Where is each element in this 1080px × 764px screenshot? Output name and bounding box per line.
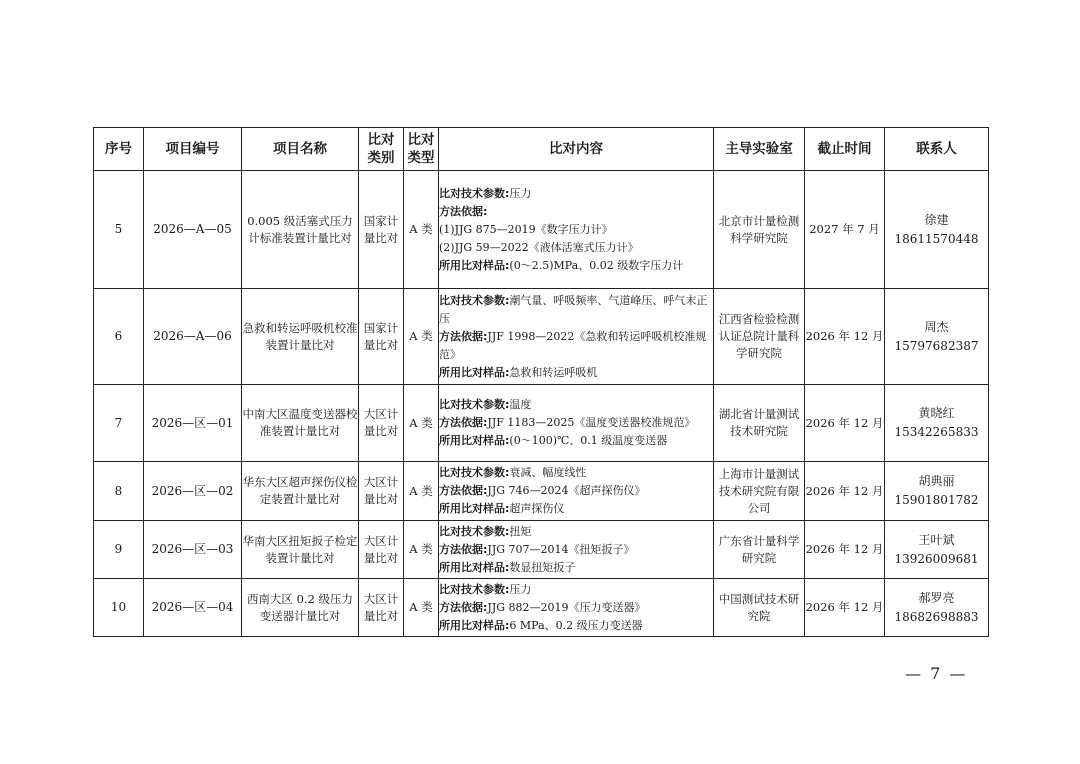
row-name: 急救和转运呼吸机校准装置计量比对 [242,289,359,385]
row-deadline: 2026 年 12 月 [805,579,885,637]
row-type: A 类 [404,462,439,521]
row-type: A 类 [404,521,439,579]
params-label: 比对技术参数: [439,466,510,479]
table-row [94,462,989,521]
row-content [439,289,714,385]
contact-name: 王叶斌 [918,532,955,547]
row-index: 5 [94,171,144,289]
row-category: 大区计量比对 [359,579,404,637]
params-value: 压力 [509,186,532,200]
contact-phone: 18682698883 [894,609,979,624]
contact-name: 郝罗亮 [918,590,955,605]
params-label: 比对技术参数: [439,293,510,307]
row-category: 大区计量比对 [359,462,404,521]
row-contact [885,385,989,462]
params-value: 衰减、幅度线性 [509,466,587,479]
row-content [439,171,714,289]
row-contact [885,462,989,521]
row-deadline: 2026 年 12 月 [805,462,885,521]
header-type: 比对类型 [404,128,439,171]
row-type: A 类 [404,385,439,462]
params-value: 压力 [509,582,532,596]
table-row [94,289,989,385]
sample-value: (0～100)℃、0.1 级温度变送器 [509,434,668,447]
row-deadline: 2026 年 12 月 [805,385,885,462]
row-index: 9 [94,521,144,579]
sample-value: 数显扭矩扳子 [509,560,576,574]
row-type: A 类 [404,289,439,385]
row-code: 2026—区—01 [144,385,242,462]
method-value: JJF 1998—2022《急救和转运呼吸机校准规范》 [439,329,707,361]
row-lab: 北京市计量检测科学研究院 [714,171,805,289]
table-row [94,579,989,637]
sample-label: 所用比对样品: [439,560,510,574]
method-label: 方法依据: [439,484,488,497]
contact-phone: 15797682387 [894,338,979,353]
params-value: 温度 [509,398,532,411]
sample-value: (0～2.5)MPa、0.02 级数字压力计 [509,258,684,272]
row-name: 华东大区超声探伤仪检定装置计量比对 [242,462,359,521]
row-category: 国家计量比对 [359,171,404,289]
row-lab: 江西省检验检测认证总院计量科学研究院 [714,289,805,385]
method-value: JJF 1183—2025《温度变送器校准规范》 [487,416,696,429]
row-code: 2026—区—03 [144,521,242,579]
table-row [94,521,989,579]
sample-value: 急救和转运呼吸机 [509,365,598,379]
row-category: 大区计量比对 [359,521,404,579]
sample-label: 所用比对样品: [439,365,510,379]
header-content: 比对内容 [439,128,714,171]
method-line: (1)JJG 875—2019《数字压力计》 [439,222,613,236]
row-name: 中南大区温度变送器校准装置计量比对 [242,385,359,462]
contact-phone: 13926009681 [894,551,979,566]
header-row [94,128,989,171]
header-code: 项目编号 [144,128,242,171]
row-deadline: 2026 年 12 月 [805,521,885,579]
method-label: 方法依据: [439,542,488,556]
table-row [94,171,989,289]
row-contact [885,579,989,637]
params-label: 比对技术参数: [439,582,510,596]
header-category: 比对类别 [359,128,404,171]
contact-name: 周杰 [924,319,949,334]
params-value: 潮气量、呼吸频率、气道峰压、呼气末正压 [439,293,708,325]
row-index: 10 [94,579,144,637]
row-contact [885,171,989,289]
row-name: 华南大区扭矩扳子检定装置计量比对 [242,521,359,579]
header-lab: 主导实验室 [714,128,805,171]
sample-label: 所用比对样品: [439,502,510,515]
params-label: 比对技术参数: [439,186,510,200]
row-category: 大区计量比对 [359,385,404,462]
row-code: 2026—区—04 [144,579,242,637]
contact-name: 黄晓红 [918,406,955,420]
row-index: 6 [94,289,144,385]
sample-label: 所用比对样品: [439,618,510,632]
row-lab: 中国测试技术研究院 [714,579,805,637]
row-code: 2026—A—06 [144,289,242,385]
header-name: 项目名称 [242,128,359,171]
method-label: 方法依据: [439,416,488,429]
row-contact [885,521,989,579]
comparison-table [93,127,989,637]
sample-label: 所用比对样品: [439,434,510,447]
row-code: 2026—区—02 [144,462,242,521]
row-content [439,385,714,462]
contact-phone: 18611570448 [894,231,979,246]
table-row [94,385,989,462]
contact-name: 胡典丽 [918,474,955,488]
row-name: 西南大区 0.2 级压力变送器计量比对 [242,579,359,637]
row-name: 0.005 级活塞式压力计标准装置计量比对 [242,171,359,289]
row-content [439,521,714,579]
row-content [439,579,714,637]
row-index: 7 [94,385,144,462]
header-deadline: 截止时间 [805,128,885,171]
row-lab: 湖北省计量测试技术研究院 [714,385,805,462]
row-type: A 类 [404,579,439,637]
row-deadline: 2026 年 12 月 [805,289,885,385]
sample-value: 6 MPa、0.2 级压力变送器 [509,618,643,632]
contact-phone: 15342265833 [894,425,979,439]
row-lab: 上海市计量测试技术研究院有限公司 [714,462,805,521]
method-value: JJG 746—2024《超声探伤仪》 [487,484,646,497]
method-label: 方法依据: [439,204,488,218]
params-label: 比对技术参数: [439,524,510,538]
params-value: 扭矩 [509,524,532,538]
row-type: A 类 [404,171,439,289]
contact-phone: 15901801782 [894,493,979,507]
row-lab: 广东省计量科学研究院 [714,521,805,579]
method-line: (2)JJG 59—2022《液体活塞式压力计》 [439,240,639,254]
sample-value: 超声探伤仪 [509,502,565,515]
row-content [439,462,714,521]
params-label: 比对技术参数: [439,398,510,411]
method-label: 方法依据: [439,600,488,614]
page-number: — 7 — [905,664,968,683]
contact-name: 徐建 [924,212,949,227]
header-contact: 联系人 [885,128,989,171]
row-index: 8 [94,462,144,521]
row-contact [885,289,989,385]
header-index: 序号 [94,128,144,171]
row-deadline: 2027 年 7 月 [805,171,885,289]
method-value: JJG 882—2019《压力变送器》 [487,600,646,614]
method-value: JJG 707—2014《扭矩扳子》 [487,542,635,556]
row-code: 2026—A—05 [144,171,242,289]
sample-label: 所用比对样品: [439,258,510,272]
method-label: 方法依据: [439,329,488,343]
row-category: 国家计量比对 [359,289,404,385]
